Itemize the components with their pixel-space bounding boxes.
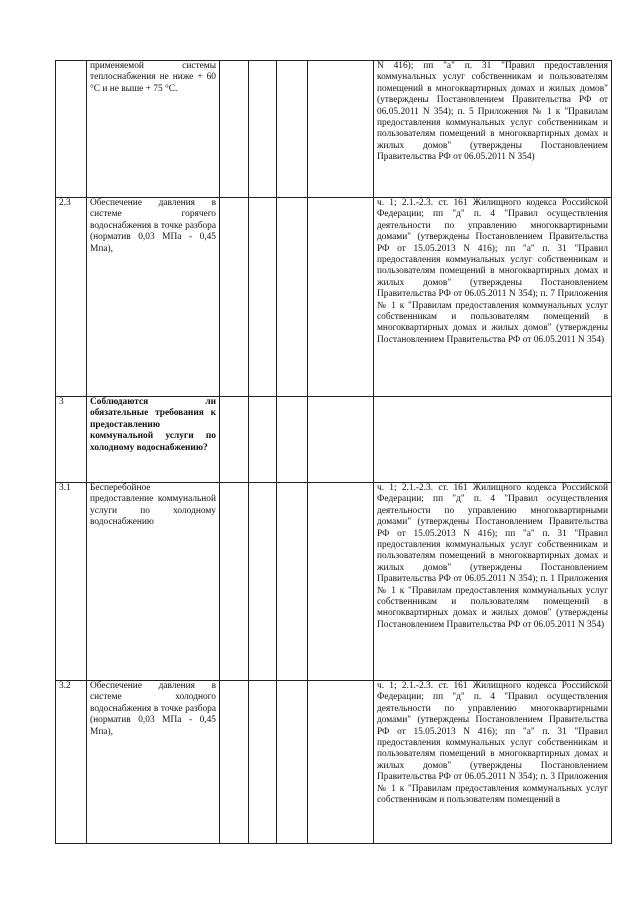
requirement-text: Обеспечение давления в системе горячего водоснабжения в точке разбора (норматив 0,03 МПа - 0,45 Мпа), <box>87 198 220 397</box>
comment-cell <box>308 397 374 483</box>
checklist-table <box>55 60 612 844</box>
table-row <box>56 681 612 844</box>
comment-cell <box>308 483 374 681</box>
answer-cell-yes <box>220 198 249 397</box>
requirement-text: Бесперебойное предоставление коммунальной услуги по холодному водоснабжению <box>87 483 220 681</box>
requirement-text: применяемой системы теплоснабжения не ниже + 60 °С и не выше + 75 °С. <box>87 61 220 198</box>
answer-cell-no <box>249 397 277 483</box>
answer-cell-na <box>277 61 308 198</box>
answer-cell-na <box>277 397 308 483</box>
row-number: 3.1 <box>56 483 87 681</box>
row-number: 2.3 <box>56 198 87 397</box>
row-number: 3 <box>56 397 87 483</box>
answer-cell-no <box>249 681 277 844</box>
answer-cell-yes <box>220 397 249 483</box>
answer-cell-no <box>249 198 277 397</box>
legal-reference: ч. 1; 2.1.-2.3. ст. 161 Жилищного кодекса Российской Федерации; пп "д" п. 4 "Правил осуществления деятельности по управлению многоквартирными домами" (утверждены Постановлением Правительства РФ от 15.05.2013 N 416); пп "а" п. 31 "Правил предоставления коммунальных услуг собственникам и пользователям помещений в многоквартирных домах и жилых домов" (утверждены Постановлением Правительства РФ от 06.05.2011 N 354); п. 3 Приложения № 1 к "Правилам предоставления коммунальных услуг собственникам и пользователям помещений в <box>374 681 612 844</box>
answer-cell-yes <box>220 483 249 681</box>
row-number <box>56 61 87 198</box>
answer-cell-na <box>277 681 308 844</box>
answer-cell-no <box>249 483 277 681</box>
answer-cell-na <box>277 483 308 681</box>
legal-reference: ч. 1; 2.1.-2.3. ст. 161 Жилищного кодекса Российской Федерации; пп "д" п. 4 "Правил осуществления деятельности по управлению многоквартирными домами" (утверждены Постановлением Правительства РФ от 15.05.2013 N 416); пп "а" п. 31 "Правил предоставления коммунальных услуг собственникам и пользователям помещений в многоквартирных домах и жилых домов" (утверждены Постановлением Правительства РФ от 06.05.2011 N 354); п. 1 Приложения № 1 к "Правилам предоставления коммунальных услуг собственникам и пользователям помещений в многоквартирных домах и жилых домов" (утверждены Постановлением Правительства РФ от 06.05.2011 N 354) <box>374 483 612 681</box>
table-row <box>56 61 612 198</box>
legal-reference: ч. 1; 2.1.-2.3. ст. 161 Жилищного кодекса Российской Федерации; пп "д" п. 4 "Правил осуществления деятельности по управлению многоквартирными домами" (утверждены Постановлением Правительства РФ от 15.05.2013 N 416); пп "а" п. 31 "Правил предоставления коммунальных услуг собственникам и пользователям помещений в многоквартирных домах и жилых домов" (утверждены Постановлением Правительства РФ от 06.05.2011 N 354); п. 7 Приложения № 1 к "Правилам предоставления коммунальных услуг собственникам и пользователям помещений в многоквартирных домах и жилых домов" (утверждены Постановлением Правительства РФ от 06.05.2011 N 354) <box>374 198 612 397</box>
comment-cell <box>308 61 374 198</box>
legal-reference <box>374 397 612 483</box>
table-row <box>56 397 612 483</box>
answer-cell-no <box>249 61 277 198</box>
comment-cell <box>308 681 374 844</box>
answer-cell-yes <box>220 61 249 198</box>
legal-reference: N 416); пп "а" п. 31 "Правил предоставления коммунальных услуг собственникам и пользователям помещений в многоквартирных домах и жилых домов" (утверждены Постановлением Правительства РФ от 06.05.2011 N 354); п. 5 Приложения № 1 к "Правилам предоставления коммунальных услуг собственникам и пользователям помещений в многоквартирных домах и жилых домов" (утверждены Постановлением Правительства РФ от 06.05.2011 N 354) <box>374 61 612 198</box>
table-row <box>56 198 612 397</box>
table-row <box>56 483 612 681</box>
row-number: 3.2 <box>56 681 87 844</box>
requirement-text: Обеспечение давления в системе холодного водоснабжения в точке разбора (норматив 0,03 МПа - 0,45 Мпа), <box>87 681 220 844</box>
section-question: Соблюдаются ли обязательные требования к предоставлению коммунальной услуги по холодному водоснабжению? <box>87 397 220 483</box>
answer-cell-na <box>277 198 308 397</box>
comment-cell <box>308 198 374 397</box>
answer-cell-yes <box>220 681 249 844</box>
